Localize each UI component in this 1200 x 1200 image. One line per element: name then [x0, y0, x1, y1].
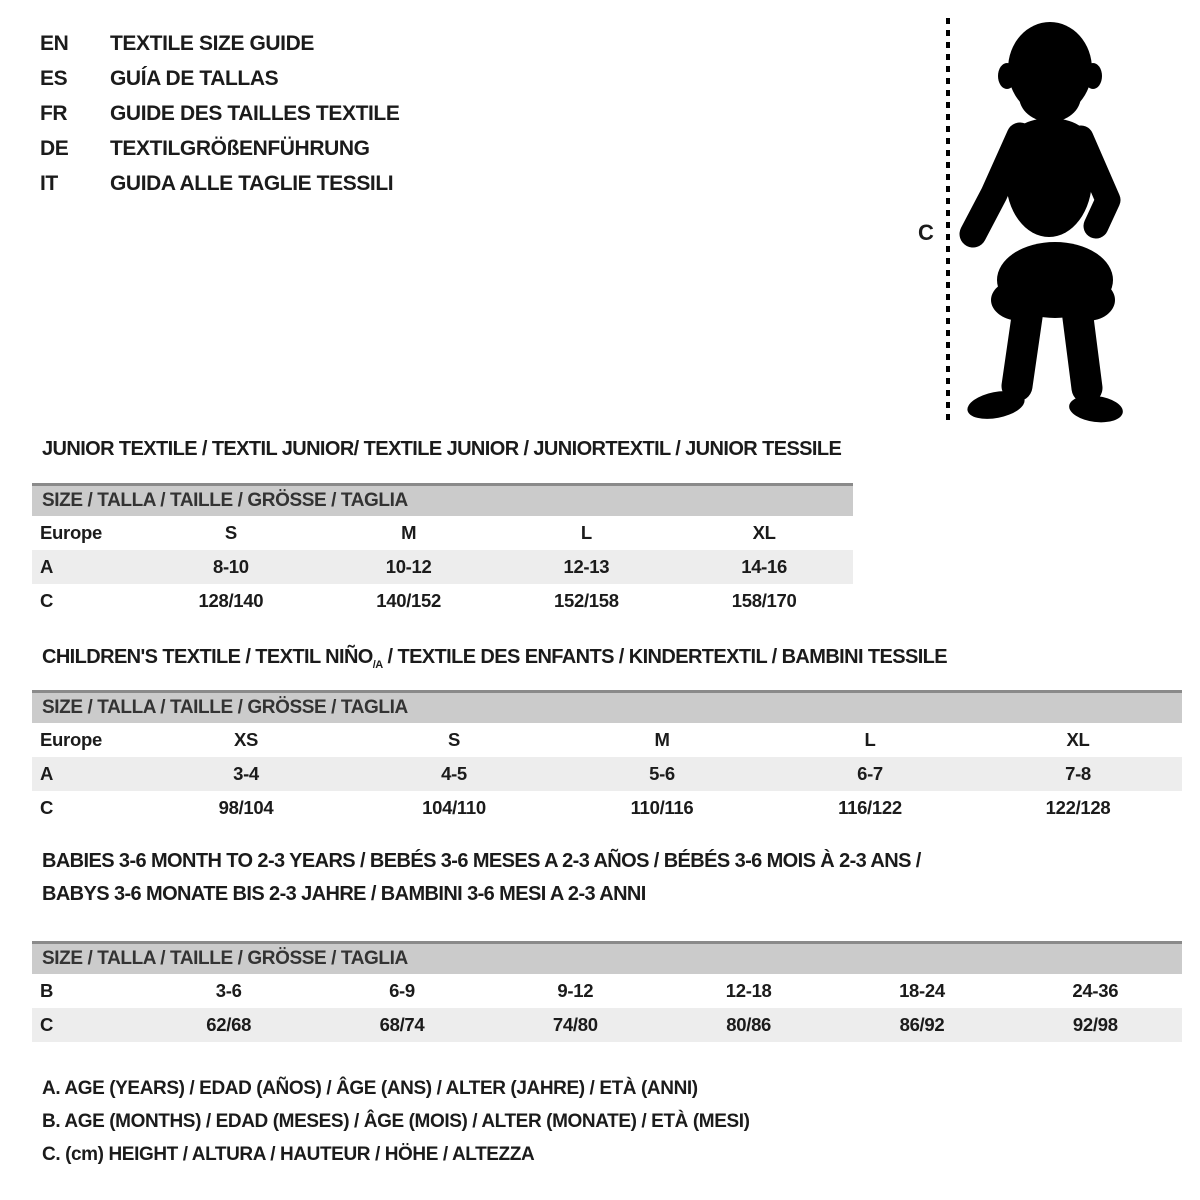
table-cell: M [401, 522, 417, 543]
legend-line: C. (cm) HEIGHT / ALTURA / HAUTEUR / HÖHE / ALTEZZA [42, 1143, 535, 1165]
table-cell: 86/92 [899, 1014, 945, 1035]
table-cell: 10-12 [385, 556, 432, 577]
table-cell: 152/158 [553, 590, 619, 611]
language-list [40, 26, 399, 201]
table-cell: XL [752, 522, 776, 543]
table-cell: XS [233, 729, 259, 750]
table-cell: M [654, 729, 670, 750]
table-cell: 92/98 [1072, 1014, 1118, 1035]
row-label: Europe [40, 729, 102, 750]
table-cell: 6-9 [389, 980, 415, 1001]
children-size-table [32, 690, 1182, 825]
table-row [32, 757, 1182, 791]
babies-section-title-line2: BABYS 3-6 MONATE BIS 2-3 JAHRE / BAMBINI 3-6 MESI A 2-3 ANNI [42, 883, 646, 905]
table-cell: 128/140 [198, 590, 264, 611]
table-row [32, 550, 853, 584]
table-cell: 116/122 [838, 797, 902, 818]
table-row [32, 1008, 1182, 1042]
table-cell: 62/68 [206, 1014, 252, 1035]
language-label: GUIDE DES TAILLES TEXTILE [110, 101, 400, 125]
table-cell: 140/152 [376, 590, 442, 611]
table-cell: 98/104 [218, 797, 274, 818]
table-row [32, 791, 1182, 825]
table-cell: 14-16 [741, 556, 788, 577]
children-section-title [42, 646, 947, 671]
height-figure [900, 10, 1150, 430]
table-cell: 18-24 [899, 980, 945, 1001]
table-row [32, 723, 1182, 757]
table-cell: 68/74 [379, 1014, 425, 1035]
children-title-text: CHILDREN'S TEXTILE / TEXTIL NIÑO [42, 646, 373, 668]
table-cell: 3-4 [233, 763, 259, 784]
toddler-silhouette-icon [958, 14, 1140, 426]
language-row [40, 96, 399, 131]
junior-section-title: JUNIOR TEXTILE / TEXTIL JUNIOR/ TEXTILE JUNIOR / JUNIORTEXTIL / JUNIOR TESSILE [42, 438, 842, 460]
table-cell: 110/116 [630, 797, 694, 818]
babies-section-title-line1: BABIES 3-6 MONTH TO 2-3 YEARS / BEBÉS 3-6 MESES A 2-3 AÑOS / BÉBÉS 3-6 MOIS À 2-3 ANS / [42, 850, 921, 872]
children-title-text-after: / TEXTILE DES ENFANTS / KINDERTEXTIL / BAMBINI TESSILE [382, 646, 948, 668]
table-row [32, 516, 853, 550]
row-label: A [40, 556, 54, 577]
language-code: EN [40, 31, 69, 55]
table-cell: 6-7 [857, 763, 883, 784]
language-label: TEXTILGRÖßENFÜHRUNG [110, 136, 370, 160]
row-label: C [40, 797, 54, 818]
table-cell: 3-6 [215, 980, 242, 1001]
table-cell: 80/86 [726, 1014, 772, 1035]
row-label: B [40, 980, 54, 1001]
language-code: ES [40, 66, 68, 90]
language-row [40, 131, 399, 166]
measurement-legend [42, 1072, 750, 1171]
height-measure-label: C [918, 220, 934, 245]
table-cell: 24-36 [1072, 980, 1119, 1001]
legend-line: B. AGE (MONTHS) / EDAD (MESES) / ÂGE (MOIS) / ALTER (MONATE) / ETÀ (MESI) [42, 1110, 750, 1132]
table-cell: S [224, 522, 237, 543]
language-label: GUIDA ALLE TAGLIE TESSILI [110, 171, 394, 195]
table-cell: 9-12 [557, 980, 594, 1001]
table-cell: XL [1066, 729, 1090, 750]
table-cell: 12-18 [725, 980, 772, 1001]
language-row [40, 166, 399, 201]
height-measure-line [946, 18, 950, 420]
language-code: IT [40, 171, 58, 195]
table-header: SIZE / TALLA / TAILLE / GRÖSSE / TAGLIA [32, 941, 1182, 974]
language-row [40, 61, 399, 96]
table-cell: S [447, 729, 461, 750]
table-cell: 12-13 [563, 556, 610, 577]
table-cell: 122/128 [1045, 797, 1111, 818]
table-cell: 8-10 [212, 556, 249, 577]
table-cell: 4-5 [441, 763, 467, 784]
row-label: C [40, 1014, 54, 1035]
table-cell: L [864, 729, 876, 750]
table-cell: 7-8 [1065, 763, 1091, 784]
language-code: DE [40, 136, 69, 160]
language-label: GUÍA DE TALLAS [110, 66, 279, 90]
table-row [32, 584, 853, 618]
row-label: A [40, 763, 54, 784]
table-header: SIZE / TALLA / TAILLE / GRÖSSE / TAGLIA [32, 483, 853, 516]
table-cell: L [580, 522, 592, 543]
table-row [32, 974, 1182, 1008]
junior-size-table [32, 483, 853, 618]
table-cell: 74/80 [552, 1014, 598, 1035]
language-label: TEXTILE SIZE GUIDE [110, 31, 314, 55]
table-cell: 158/170 [731, 590, 797, 611]
legend-line: A. AGE (YEARS) / EDAD (AÑOS) / ÂGE (ANS) / ALTER (JAHRE) / ETÀ (ANNI) [42, 1077, 698, 1099]
table-cell: 5-6 [649, 763, 675, 784]
table-cell: 104/110 [422, 797, 486, 818]
babies-size-table [32, 941, 1182, 1042]
row-label: C [40, 590, 54, 611]
language-row [40, 26, 399, 61]
language-code: FR [40, 101, 68, 125]
children-title-subscript: /A [372, 659, 383, 671]
row-label: Europe [40, 522, 102, 543]
table-header: SIZE / TALLA / TAILLE / GRÖSSE / TAGLIA [32, 690, 1182, 723]
